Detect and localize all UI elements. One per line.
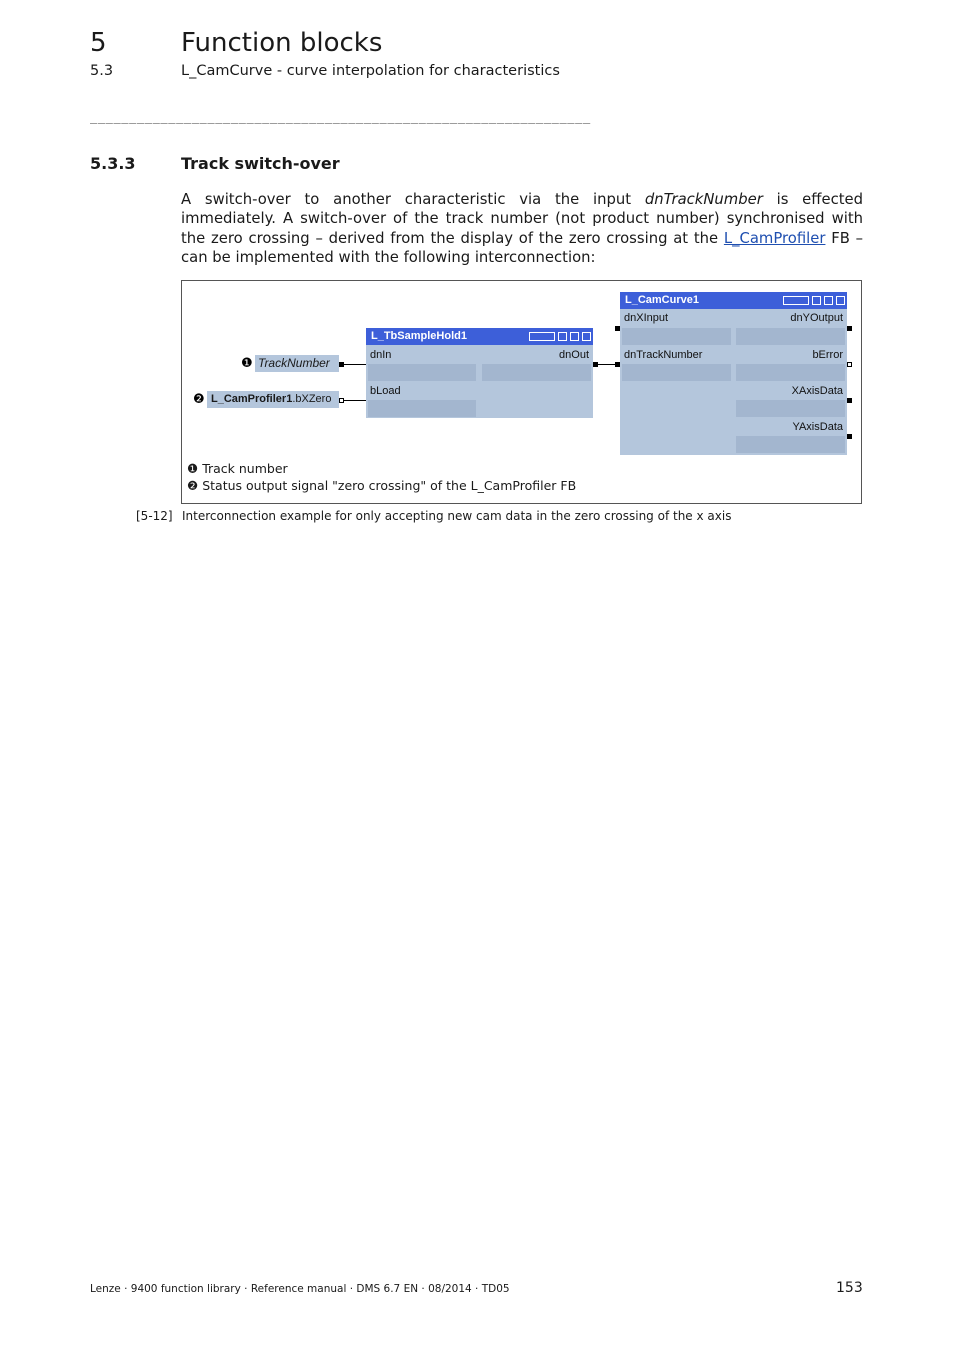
cell-dnin [368, 364, 476, 381]
port-dntracknumber: dnTrackNumber [624, 349, 703, 361]
fb-camcurve-toolbar [783, 296, 843, 305]
fb-camcurve-title: L_CamCurve1 [620, 292, 847, 309]
cell-bload [368, 400, 476, 417]
port-yaxisdata: YAxisData [792, 421, 843, 433]
xaxisdata-pin[interactable] [847, 398, 852, 403]
port-xaxisdata: XAxisData [791, 385, 843, 397]
fb-tbsamplehold-toolbar [529, 332, 589, 341]
para-text-2: is effected immediately. A switch-over of the track number (not product number) synchronised with the zero crossing – derived from the display of the zero crossing at the [181, 191, 864, 247]
signal2-block-name: L_CamProfiler1 [211, 393, 293, 405]
subsection-title: Track switch-over [181, 154, 340, 173]
cell-dnout [482, 364, 591, 381]
para-italic-input: dnTrackNumber [644, 191, 763, 208]
legend-item-2 [187, 478, 576, 493]
param-box[interactable] [783, 296, 809, 305]
subsection-number: 5.3.3 [90, 154, 136, 173]
legend-item-1 [187, 461, 288, 476]
body-paragraph [181, 190, 863, 267]
port-dnout: dnOut [559, 349, 589, 361]
port-dnyoutput: dnYOutput [790, 312, 843, 324]
help-icon[interactable] [558, 332, 567, 341]
cell-xaxisdata [736, 400, 845, 417]
info-icon[interactable] [836, 296, 845, 305]
page-number: 153 [836, 1280, 863, 1296]
grid-icon[interactable] [570, 332, 579, 341]
wire-dnout-to-tracknumber [598, 364, 615, 365]
marker-2: ❷ [193, 392, 205, 407]
signal2-port-name: .bXZero [292, 393, 332, 405]
cell-dnxinput [622, 328, 731, 345]
cell-dnyoutput [736, 328, 845, 345]
cell-dntracknumber [622, 364, 731, 381]
chapter-number: 5 [90, 28, 107, 58]
para-text-1: A switch-over to another characteristic via the input [181, 191, 645, 208]
dnyoutput-pin[interactable] [847, 326, 852, 331]
legend-marker-2: ❷ [187, 478, 199, 493]
signal-bxzero [207, 391, 339, 408]
legend-text-1: Track number [202, 461, 288, 476]
fb-tbsamplehold[interactable] [366, 328, 593, 418]
info-icon[interactable] [582, 332, 591, 341]
fb-camcurve[interactable] [620, 292, 847, 455]
fb-tbsamplehold-title: L_TbSampleHold1 [366, 328, 593, 345]
footer-text: Lenze · 9400 function library · Reference manual · DMS 6.7 EN · 08/2014 · TD05 [90, 1283, 510, 1295]
wire-bxzero [344, 400, 366, 401]
marker-1: ❶ [241, 356, 253, 371]
port-bload: bLoad [370, 385, 401, 397]
camprofiler-link[interactable]: L_CamProfiler [723, 229, 826, 247]
legend-marker-1: ❶ [187, 461, 199, 476]
port-berror: bError [812, 349, 843, 361]
section-number: 5.3 [90, 63, 114, 79]
legend-text-2: Status output signal "zero crossing" of the L_CamProfiler FB [202, 478, 577, 493]
cell-berror [736, 364, 845, 381]
cell-yaxisdata [736, 436, 845, 453]
berror-pin[interactable] [847, 362, 852, 367]
wire-tracknumber [344, 364, 366, 365]
param-box[interactable] [529, 332, 555, 341]
section-title: L_CamCurve - curve interpolation for characteristics [181, 63, 560, 79]
yaxisdata-pin[interactable] [847, 434, 852, 439]
port-dnxinput: dnXInput [624, 312, 669, 324]
caption-text: Interconnection example for only accepting new cam data in the zero crossing of the x axis [182, 509, 732, 523]
help-icon[interactable] [812, 296, 821, 305]
header-rule: ________________________________________________________________ [90, 110, 591, 124]
interconnection-figure [181, 280, 862, 504]
signal-tracknumber: TrackNumber [255, 355, 339, 372]
para-text-3: FB – can be implemented with the following interconnection: [181, 229, 864, 266]
grid-icon[interactable] [824, 296, 833, 305]
port-dnin: dnIn [370, 349, 392, 361]
chapter-title: Function blocks [181, 28, 383, 58]
caption-number: [5-12] [136, 509, 173, 523]
